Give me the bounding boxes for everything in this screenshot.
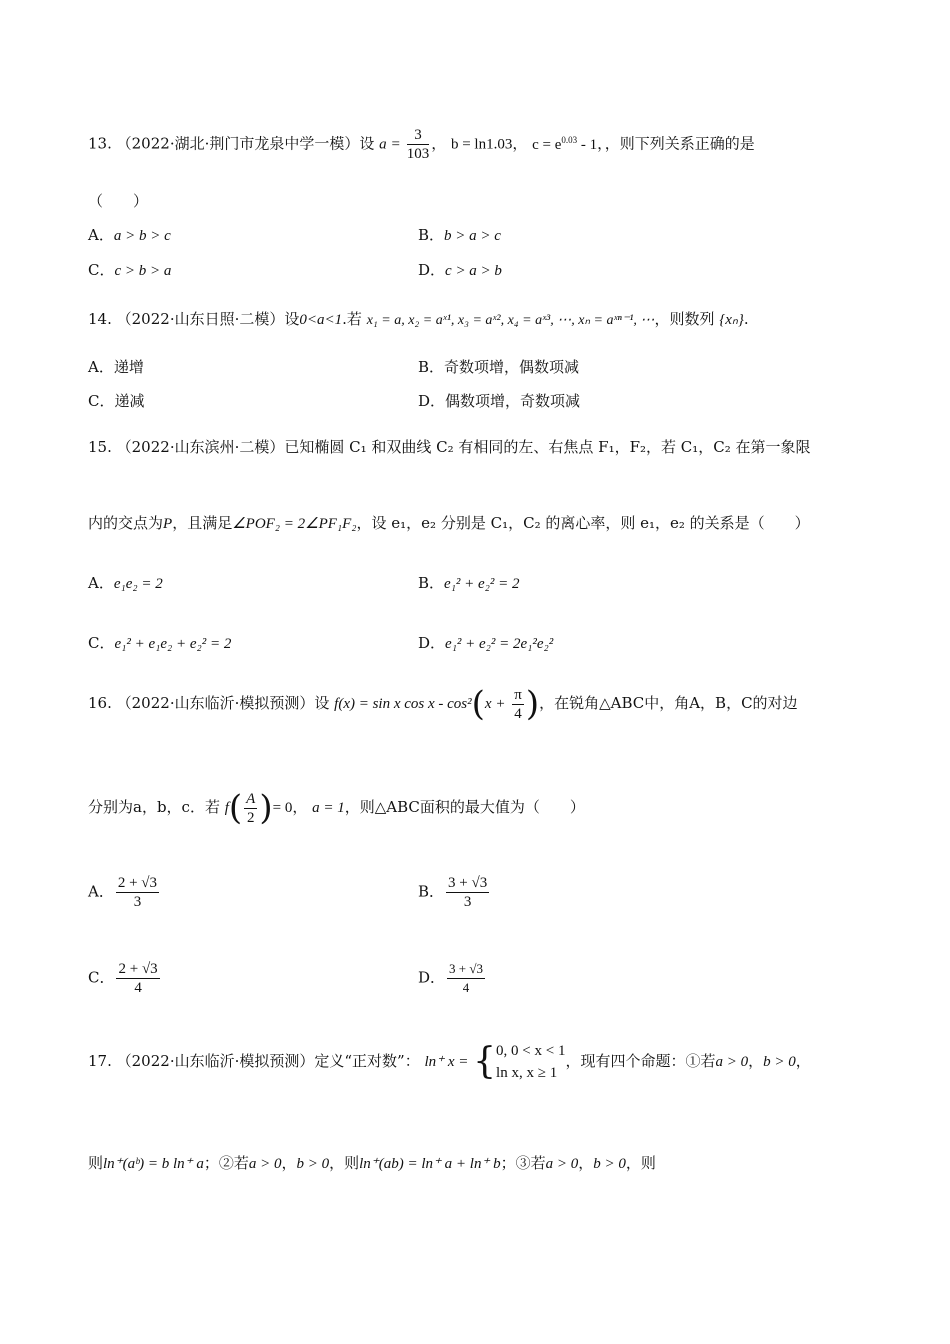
- option-d[interactable]: D．偶数项增，奇数项减: [418, 392, 581, 410]
- answer-paren: （ ）: [88, 192, 149, 210]
- question-source: （2022·山东临沂·模拟预测）: [116, 1052, 315, 1070]
- question-14-stem: 14. （2022·山东日照·二模）设0<a<1.若 x₁ = a, x₂ = aˣ¹, x₃ = aˣ², x₄ = aˣ³, ⋯, xₙ = aˣⁿ⁻¹, ⋯，则数列 {xₙ}.: [88, 310, 749, 328]
- question-15-line1: 15. （2022·山东滨州·二模）已知椭圆 C₁ 和双曲线 C₂ 有相同的左、右焦点 F₁，F₂，若 C₁，C₂ 在第一象限: [88, 438, 811, 456]
- expr-b: b = ln1.03: [450, 136, 513, 153]
- question-number: 16.: [88, 694, 112, 712]
- stem-text: ，则下列关系正确的是: [604, 134, 755, 153]
- question-number: 17.: [88, 1052, 112, 1070]
- stem-text: 设: [359, 134, 375, 153]
- option-b[interactable]: B．e₁² + e₂² = 2: [418, 574, 520, 592]
- question-number: 15.: [88, 438, 112, 456]
- option-a[interactable]: A．a > b > c: [88, 226, 171, 244]
- question-16-line1: 16. （2022·山东临沂·模拟预测）设 f(x) = sin x cos x - cos²(x + $\frac{\pi}{4}$ )，在锐角△ABC中，角A，B，C的对边: [88, 684, 798, 724]
- question-source: （2022·湖北·荆门市龙泉中学一模）: [116, 134, 360, 153]
- option-b[interactable]: B．b > a > c: [418, 226, 501, 244]
- expr-c: $c = e^{0.03} - 1$: [532, 134, 598, 153]
- function-def: f(x) = sin x cos x - cos²: [334, 696, 472, 712]
- option-c[interactable]: C．递减: [88, 392, 145, 410]
- proposition-2: ln⁺(ab) = ln⁺ a + ln⁺ b: [359, 1156, 501, 1172]
- fraction-a-over-2: $\frac{A}{2}$: [246, 790, 256, 826]
- question-16-line2: 分别为a，b，c．若 f( $\frac{A}{2}$ )= 0， a = 1，则△ABC面积的最大值为（ ）: [88, 788, 585, 828]
- question-17-line2: 则ln⁺(aᵇ) = b ln⁺ a；②若a > 0，b > 0，则ln⁺(ab) = ln⁺ a + ln⁺ b；③若a > 0，b > 0，则: [88, 1154, 656, 1172]
- condition-a: a = 1: [312, 800, 345, 816]
- question-13-stem: 13. （2022·湖北·荆门市龙泉中学一模）设 a = $\frac{3}{103}$ ， b = ln1.03， $c = e^{0.03} - 1$，，则下列关系正确的是: [88, 127, 755, 162]
- option-c[interactable]: C．e₁² + e₁e₂ + e₂² = 2: [88, 634, 232, 652]
- question-number: 13.: [88, 134, 112, 153]
- question-number: 14.: [88, 310, 112, 328]
- question-source: （2022·山东临沂·模拟预测）: [116, 694, 315, 712]
- option-a[interactable]: A． $\frac{2 + √3}{3}$: [88, 875, 158, 910]
- option-a[interactable]: A．递增: [88, 358, 144, 376]
- angle-expr: ∠POF₂ = 2∠PF₁F₂: [232, 516, 357, 532]
- option-d[interactable]: D．c > a > b: [418, 261, 502, 279]
- fraction-a: [407, 126, 430, 163]
- option-b[interactable]: B．奇数项增，偶数项减: [418, 358, 580, 376]
- option-d[interactable]: D．e₁² + e₂² = 2e₁²e₂²: [418, 634, 554, 652]
- sequence-name: {xₙ}: [719, 312, 744, 328]
- question-17-line1: 17. （2022·山东临沂·模拟预测）定义“正对数”： ln⁺ x = { 0, 0 < x < 1 ln x, x ≥ 1 ，现有四个命题：①若a > 0，b > 0，: [88, 1041, 811, 1082]
- question-source: （2022·山东日照·二模）: [116, 310, 285, 328]
- option-b[interactable]: B． $\frac{3 + √3}{3}$: [418, 875, 488, 910]
- var-a: a: [379, 136, 387, 153]
- question-15-line2: 内的交点为P，且满足∠POF₂ = 2∠PF₁F₂，设 e₁，e₂ 分别是 C₁，C₂ 的离心率，则 e₁，e₂ 的关系是（ ）: [88, 514, 810, 532]
- condition: 0<a<1: [299, 312, 343, 328]
- fraction-pi-over-4: $\frac{\pi}{4}$: [514, 686, 522, 722]
- piecewise-cases: 0, 0 < x < 1 ln x, x ≥ 1: [496, 1043, 566, 1081]
- point-p: P: [163, 516, 173, 532]
- proposition-1: ln⁺(aᵇ) = b ln⁺ a: [103, 1156, 204, 1172]
- fraction-den: 103: [406, 146, 430, 162]
- option-c[interactable]: C． $\frac{2 + √3}{4}$: [88, 961, 158, 996]
- question-source: （2022·山东滨州·二模）: [116, 438, 285, 456]
- option-c[interactable]: C．c > b > a: [88, 261, 172, 279]
- ln-plus-def: ln⁺ x =: [424, 1054, 469, 1070]
- option-d[interactable]: D． $\frac{3 + √3}{4}$: [418, 961, 483, 995]
- fraction-num: 3: [407, 126, 430, 145]
- sequence-def: x₁ = a, x₂ = aˣ¹, x₃ = aˣ², x₄ = aˣ³, ⋯, xₙ = aˣⁿ⁻¹, ⋯: [366, 313, 655, 328]
- option-a[interactable]: A．e₁e₂ = 2: [88, 574, 163, 592]
